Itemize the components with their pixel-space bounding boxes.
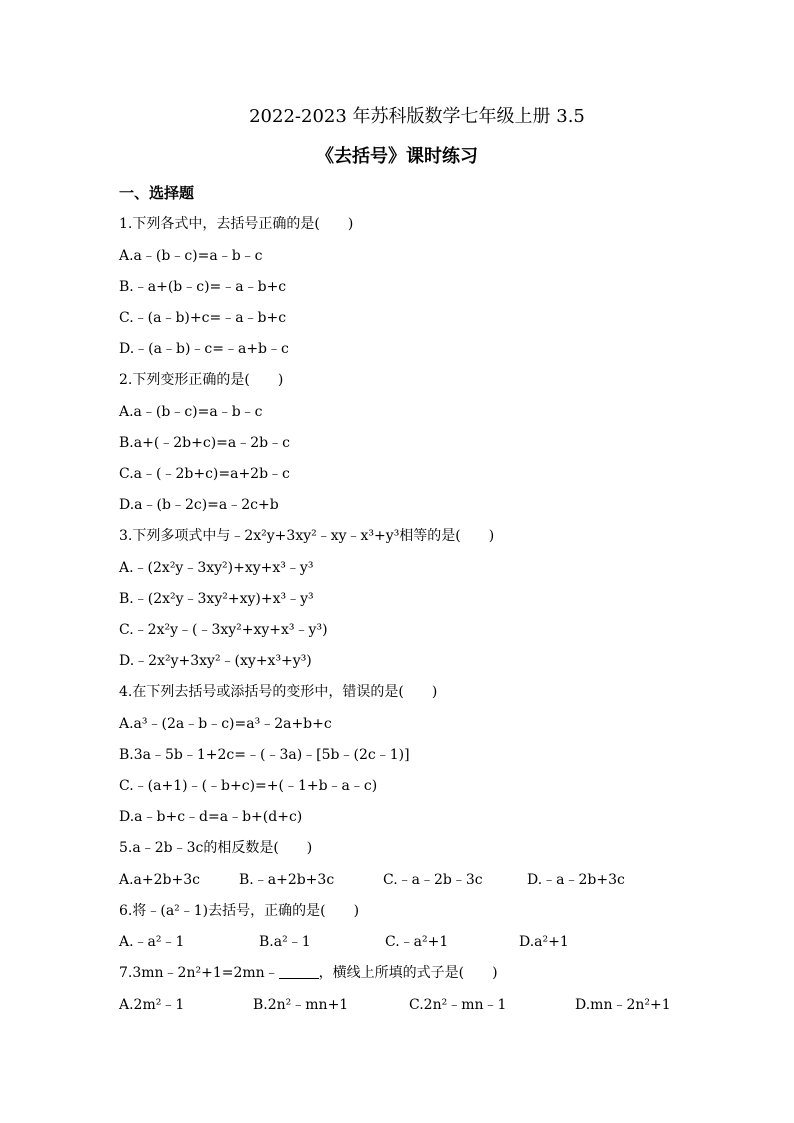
question-4-stem: 4.在下列去括号或添括号的变形中，错误的是( ) <box>119 684 438 700</box>
question-6-option-b: B.a²﹣1 <box>259 934 311 950</box>
question-3-option-c: C.﹣2x²y﹣(﹣3xy²+xy+x³﹣y³) <box>119 622 328 638</box>
question-5-options <box>119 870 679 890</box>
question-2-option-a: A.a﹣(b﹣c)=a﹣b﹣c <box>119 404 263 420</box>
question-6-option-a: A.﹣a²﹣1 <box>119 934 185 950</box>
question-2-option-c: C.a﹣(﹣2b+c)=a+2b﹣c <box>119 466 290 482</box>
question-7-options <box>119 995 679 1015</box>
answer-blank <box>279 964 319 979</box>
question-5-option-a: A.a+2b+3c <box>119 872 200 888</box>
question-5-option-b: B.﹣a+2b+3c <box>239 872 335 888</box>
doc-title: 2022-2023 年苏科版数学七年级上册 3.5 <box>249 106 585 127</box>
question-4-option-a: A.a³﹣(2a﹣b﹣c)=a³﹣2a+b+c <box>119 716 332 732</box>
question-2-option-b: B.a+(﹣2b+c)=a﹣2b﹣c <box>119 435 290 451</box>
question-7-stem <box>119 963 498 983</box>
question-5-option-d: D.﹣a﹣2b+3c <box>527 872 625 888</box>
question-4-option-d: D.a﹣b+c﹣d=a﹣b+(d+c) <box>119 809 303 825</box>
question-6-option-c: C.﹣a²+1 <box>385 934 449 950</box>
question-1-option-a: A.a﹣(b﹣c)=a﹣b﹣c <box>119 248 263 264</box>
question-6-option-d: D.a²+1 <box>519 934 569 950</box>
question-7-option-a: A.2m²﹣1 <box>119 997 185 1013</box>
question-2-option-d: D.a﹣(b﹣2c)=a﹣2c+b <box>119 497 279 513</box>
question-2-stem: 2.下列变形正确的是( ) <box>119 372 284 388</box>
question-6-options <box>119 932 679 952</box>
question-7-stem-before: 7.3mn﹣2n²+1=2mn﹣ <box>119 965 279 981</box>
section-heading: 一、选择题 <box>119 184 195 202</box>
question-5-option-c: C.﹣a﹣2b﹣3c <box>383 872 483 888</box>
doc-subtitle: 《去括号》课时练习 <box>316 146 478 167</box>
question-4-option-b: B.3a﹣5b﹣1+2c=﹣(﹣3a)﹣[5b﹣(2c﹣1)] <box>119 747 410 763</box>
question-7-stem-after: ，横线上所填的式子是( ) <box>318 965 498 981</box>
question-1-option-b: B.﹣a+(b﹣c)=﹣a﹣b+c <box>119 279 287 295</box>
question-3-stem: 3.下列多项式中与﹣2x²y+3xy²﹣xy﹣x³+y³相等的是( ) <box>119 528 495 544</box>
question-3-option-d: D.﹣2x²y+3xy²﹣(xy+x³+y³) <box>119 653 312 669</box>
question-5-stem: 5.a﹣2b﹣3c的相反数是( ) <box>119 840 313 856</box>
question-6-stem: 6.将﹣(a²﹣1)去括号，正确的是( ) <box>119 903 360 919</box>
question-7-option-c: C.2n²﹣mn﹣1 <box>409 997 507 1013</box>
question-4-option-c: C.﹣(a+1)﹣(﹣b+c)=+(﹣1+b﹣a﹣c) <box>119 778 378 794</box>
question-1-option-c: C.﹣(a﹣b)+c=﹣a﹣b+c <box>119 310 287 326</box>
question-3-option-b: B.﹣(2x²y﹣3xy²+xy)+x³﹣y³ <box>119 591 314 607</box>
question-1-option-d: D.﹣(a﹣b)﹣c=﹣a+b﹣c <box>119 341 289 357</box>
question-3-option-a: A.﹣(2x²y﹣3xy²)+xy+x³﹣y³ <box>119 560 314 576</box>
question-7-option-d: D.mn﹣2n²+1 <box>575 997 671 1013</box>
question-1-stem: 1.下列各式中，去括号正确的是( ) <box>119 216 354 232</box>
question-7-option-b: B.2n²﹣mn+1 <box>253 997 349 1013</box>
